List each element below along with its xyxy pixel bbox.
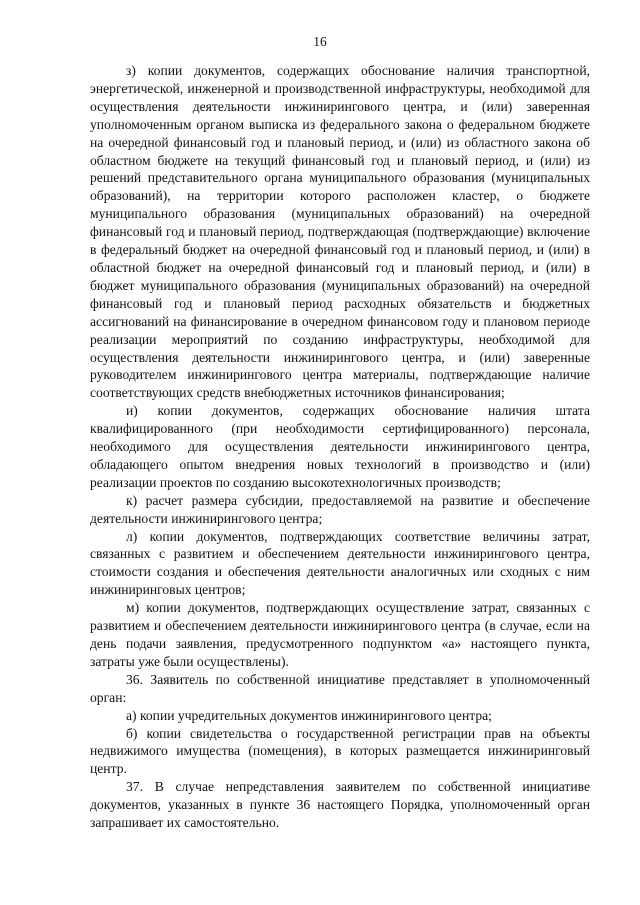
page-number: 16 (313, 34, 327, 49)
paragraph-i-documents-staff: и) копии документов, содержащих обоснование наличия штата квалифицированного (при необходимости сертифицированного) персонала, необходимого для осуществления деятельности инжинирингового центра, обладающего опытом внедрения новых технологий в производство и (или) реализации проектов по созданию высокотехнологичных производств; (90, 403, 590, 490)
paragraph-b-registration-certificate: б) копии свидетельства о государственной регистрации прав на объекты недвижимого имущества (помещения), в которых размещается инжиниринговый центр. (90, 725, 590, 777)
paragraph-37-authority-request: 37. В случае непредставления заявителем по собственной инициативе документов, указанных в пункте 36 настоящего Порядка, уполномоченный орган запрашивает их самостоятельно. (90, 779, 590, 831)
paragraph-a-founding-documents: а) копии учредительных документов инжинирингового центра; (126, 707, 492, 723)
paragraph-m-cost-confirmation: м) копии документов, подтверждающих осуществление затрат, связанных с развитием и обеспечением деятельности инжинирингового центра (в случае, если на день подачи заявления, предусмотренного подпунктом «а» настоящего пункта, затраты уже были осуществлены). (90, 600, 590, 669)
page-body (90, 62, 590, 832)
paragraph-l-cost-correspondence: л) копии документов, подтверждающих соответствие величины затрат, связанных с развитием и обеспечением деятельности инжинирингового центра, стоимости создания и обеспечения деятельности аналогичных или сходных с ним инжиниринговых центров; (90, 528, 590, 598)
paragraph-z-documents-infrastructure: з) копии документов, содержащих обоснование наличия транспортной, энергетической, инженерной и производственной инфраструктуры, необходимой для осуществления деятельности инжинирингового центра, и (или) заверенная уполномоченным органом выписка из федерального закона о федеральном бюджете на очередной финансовый год и плановый период, и (или) из областного закона об областном бюджете на текущий финансовый год и плановый период, и (или) из решений представительного органа муниципального образования (муниципальных образований), на территории которого расположен кластер, о бюджете муниципального образования (муниципальных образований) на очередной финансовый год и плановый период, подтверждающая (подтверждающие) включение в федеральный бюджет на очередной финансовый год и плановый период, и (или) в областной бюджет на очередной финансовый год и плановый период, и (или) в бюджет муниципального образования (муниципальных образований) на очередной финансовый год и плановый период расходных обязательств и бюджетных ассигнований на финансирование в очередном финансовом году и плановом периоде реализации мероприятий по созданию инфраструктуры, необходимой для осуществления деятельности инжинирингового центра, и (или) заверенные руководителем инжинирингового центра материалы, подтверждающие наличие соответствующих средств внебюджетных источников финансирования; (90, 63, 590, 401)
paragraph-k-subsidy-calculation: к) расчет размера субсидии, предоставляемой на развитие и обеспечение деятельности инжинирингового центра; (90, 492, 590, 526)
paragraph-36-applicant-initiative: 36. Заявитель по собственной инициативе представляет в уполномоченный орган: (90, 671, 590, 705)
